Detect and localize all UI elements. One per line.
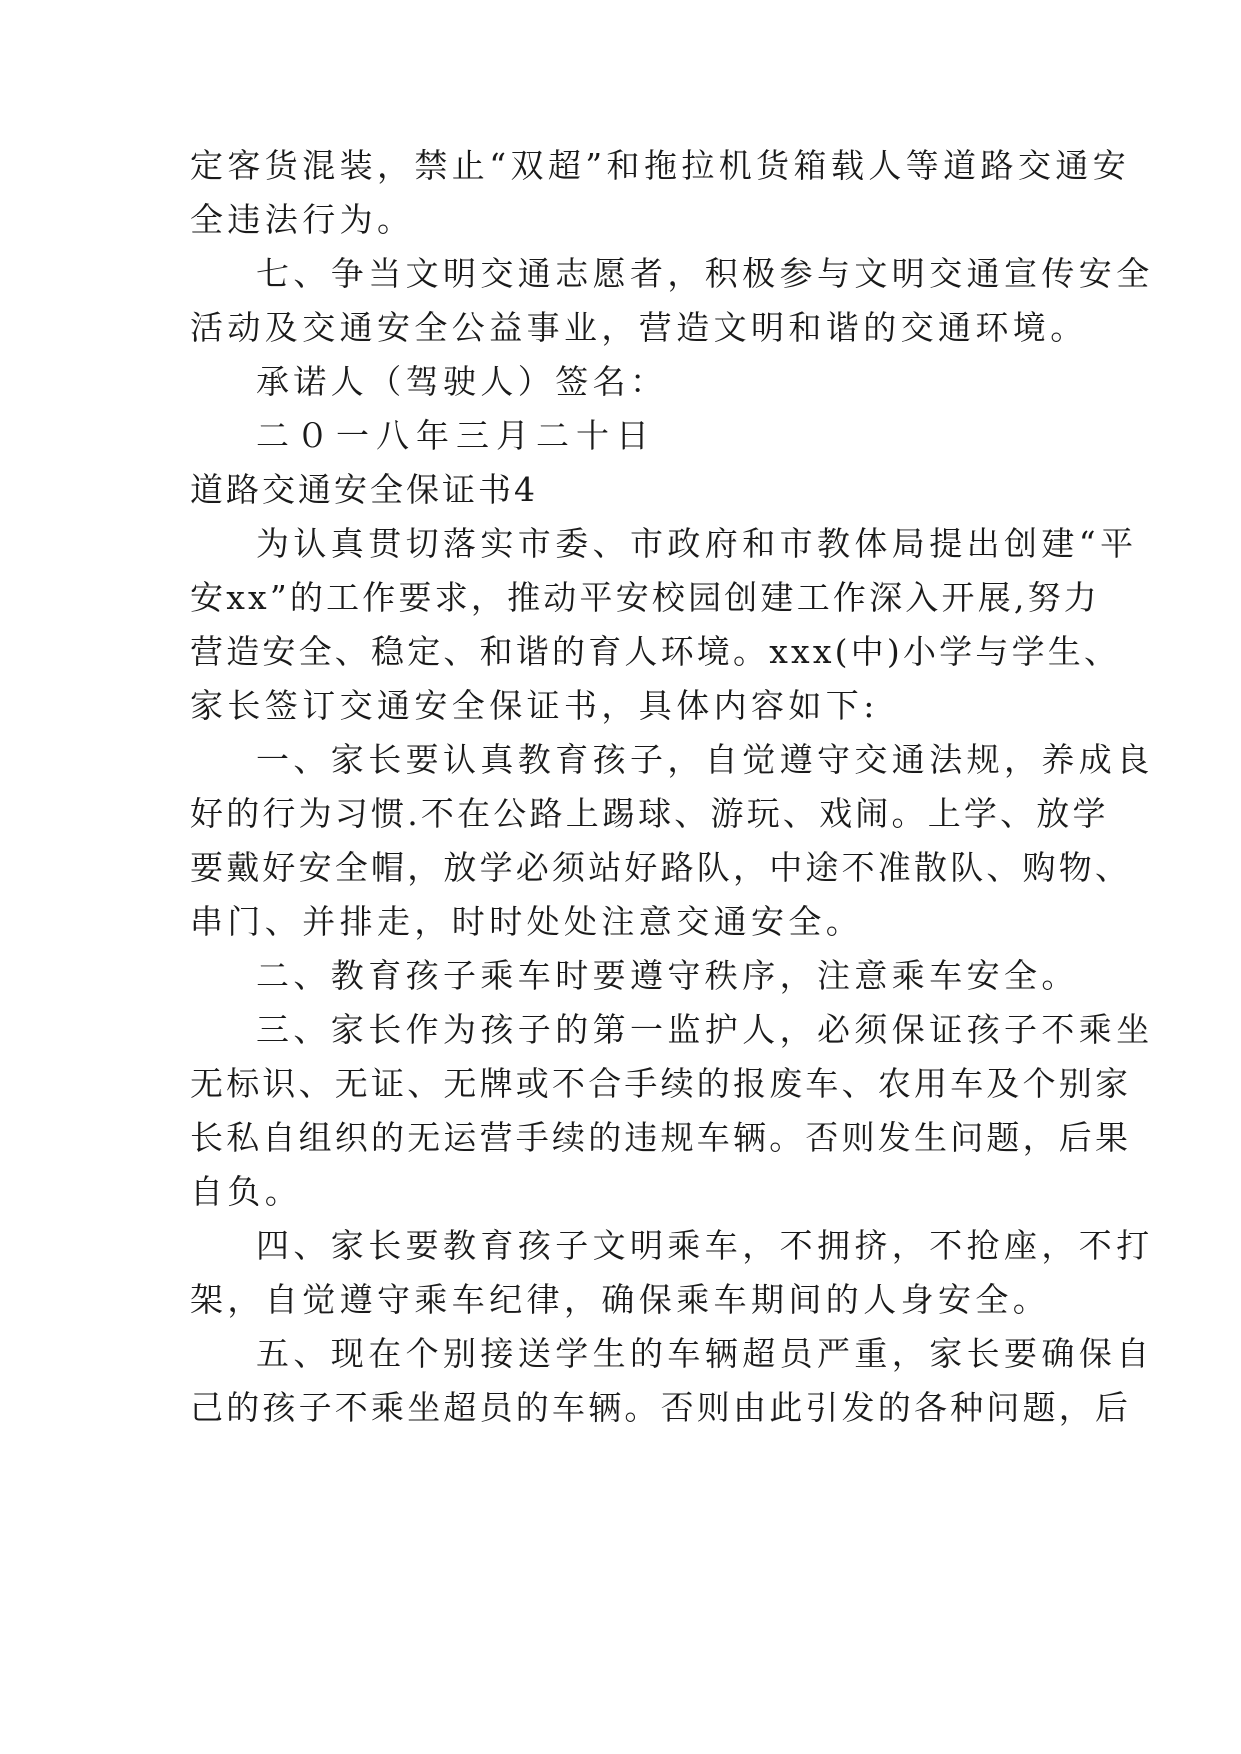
text-line: 架，自觉遵守乘车纪律，确保乘车期间的人身安全。 (190, 1280, 1051, 1319)
text-line: 无标识、无证、无牌或不合手续的报废车、农用车及个别家 (190, 1064, 1132, 1103)
section-title: 道路交通安全保证书4 (190, 470, 538, 509)
date-line: 二０一八年三月二十日 (256, 416, 656, 455)
signature-label: 承诺人（驾驶人）签名： (256, 362, 668, 401)
text-line: 全违法行为。 (190, 200, 415, 239)
text-line: 要戴好安全帽，放学必须站好路队，中途不准散队、购物、 (190, 848, 1132, 887)
item-one: 一、家长要认真教育孩子，自觉遵守交通法规，养成良 (256, 740, 1154, 779)
text-line: 安xx”的工作要求，推动平安校园创建工作深入开展,努力 (190, 578, 1100, 617)
item-four: 四、家长要教育孩子文明乘车，不拥挤，不抢座，不打 (256, 1226, 1154, 1265)
text-line: 己的孩子不乘坐超员的车辆。否则由此引发的各种问题，后 (190, 1388, 1132, 1427)
item-two: 二、教育孩子乘车时要遵守秩序，注意乘车安全。 (256, 956, 1079, 995)
text-line: 定客货混装，禁止“双超”和拖拉机货箱载人等道路交通安 (190, 146, 1131, 185)
paragraph-seven: 七、争当文明交通志愿者，积极参与文明交通宣传安全 (256, 254, 1154, 293)
intro-paragraph: 为认真贯切落实市委、市政府和市教体局提出创建“平 (256, 524, 1138, 563)
text-line: 家长签订交通安全保证书，具体内容如下: (190, 686, 879, 725)
text-line: 自负。 (190, 1172, 303, 1211)
text-line: 串门、并排走，时时处处注意交通安全。 (190, 902, 864, 941)
text-line: 长私自组织的无运营手续的违规车辆。否则发生问题，后果 (190, 1118, 1132, 1157)
item-three: 三、家长作为孩子的第一监护人，必须保证孩子不乘坐 (256, 1010, 1154, 1049)
text-line: 营造安全、稳定、和谐的育人环境。xxx(中)小学与学生、 (190, 632, 1121, 671)
item-five: 五、现在个别接送学生的车辆超员严重，家长要确保自 (256, 1334, 1154, 1373)
text-line: 活动及交通安全公益事业，营造文明和谐的交通环境。 (190, 308, 1088, 347)
text-line: 好的行为习惯.不在公路上踢球、游玩、戏闹。上学、放学 (190, 794, 1109, 833)
